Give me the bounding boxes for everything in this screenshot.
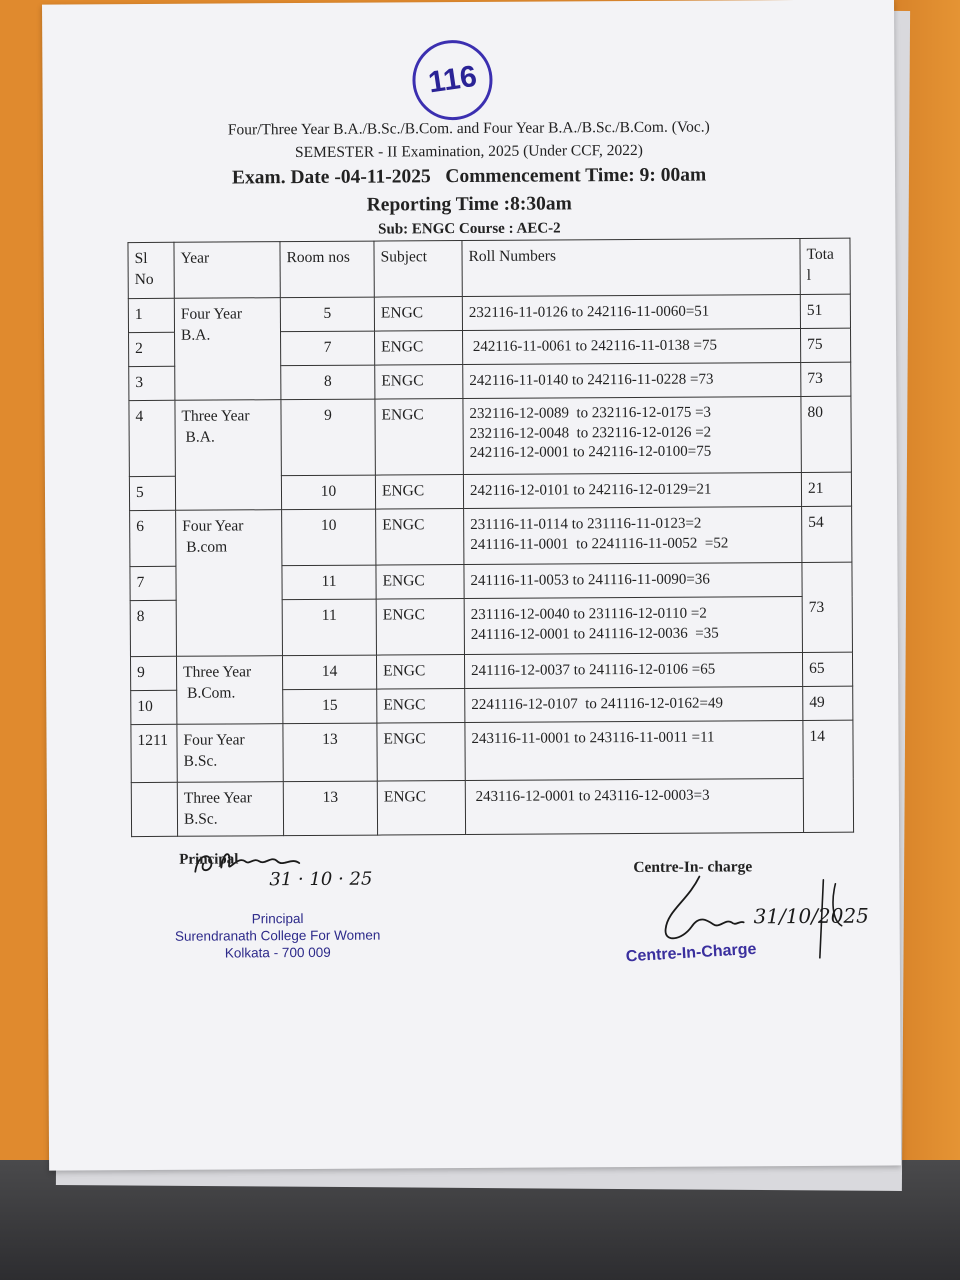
cell-roll: 243116-12-0001 to 243116-12-0003=3 bbox=[465, 778, 803, 834]
cell-room: 15 bbox=[283, 689, 377, 724]
cell-roll: 242116-12-0101 to 242116-12-0129=21 bbox=[463, 472, 801, 508]
cell-room: 8 bbox=[281, 365, 375, 400]
cell-sl: 1211 bbox=[131, 724, 177, 782]
cell-subject: ENGC bbox=[375, 365, 463, 400]
cell-total: 80 bbox=[801, 396, 851, 472]
cell-room: 9 bbox=[281, 399, 375, 476]
table-row bbox=[130, 652, 852, 690]
cell-year: Four Year B.A. bbox=[174, 298, 281, 401]
header-subject: Sub: ENGC Course : AEC-2 bbox=[378, 220, 561, 238]
cell-sl: 3 bbox=[129, 366, 175, 400]
cell-total: 51 bbox=[800, 294, 850, 328]
table-row bbox=[128, 294, 850, 332]
exam-seating-sheet bbox=[42, 0, 901, 1171]
cell-room: 13 bbox=[283, 723, 377, 782]
cell-subject: ENGC bbox=[375, 475, 463, 510]
cell-sl: 10 bbox=[131, 690, 177, 724]
cell-sl: 5 bbox=[129, 476, 175, 510]
principal-stamp-address: Kolkata - 700 009 bbox=[224, 944, 331, 961]
cell-room: 13 bbox=[283, 781, 377, 836]
table-row bbox=[131, 778, 853, 836]
col-sl: Sl No bbox=[128, 242, 174, 298]
col-subject: Subject bbox=[374, 241, 462, 298]
cell-total: 21 bbox=[801, 472, 851, 506]
header-reporting-time: Reporting Time :8:30am bbox=[366, 193, 572, 216]
cell-subject: ENGC bbox=[376, 599, 464, 656]
cell-room: 10 bbox=[282, 509, 376, 566]
cell-total: 65 bbox=[802, 652, 852, 686]
table-row bbox=[129, 396, 851, 476]
cell-roll: 242116-11-0061 to 242116-11-0138 =75 bbox=[463, 328, 801, 364]
cell-sl: 2 bbox=[129, 332, 175, 366]
cell-room: 7 bbox=[281, 331, 375, 366]
centre-in-charge-date: 31/10/2025 bbox=[753, 903, 869, 929]
cell-room: 14 bbox=[282, 655, 376, 690]
principal-date: 31 · 10 · 25 bbox=[269, 868, 373, 891]
header-line-2: SEMESTER - II Examination, 2025 (Under CCF, 2022) bbox=[294, 141, 643, 162]
cell-roll: 231116-12-0040 to 231116-12-0110 =2 241116-12-0001 to 241116-12-0036 =35 bbox=[464, 596, 802, 654]
cell-subject: ENGC bbox=[376, 655, 464, 690]
cell-roll: 231116-11-0114 to 231116-11-0123=2 241116-11-0001 to 2241116-11-0052 =52 bbox=[464, 506, 802, 564]
cell-year: Three Year B.Com. bbox=[176, 656, 282, 725]
cell-roll: 232116-12-0089 to 232116-12-0175 =3 232116-12-0048 to 232116-12-0126 =2 242116-12-0001 to 242116-12-0100=75 bbox=[463, 396, 801, 474]
cell-year: Three Year B.Sc. bbox=[177, 782, 283, 837]
col-year: Year bbox=[174, 242, 280, 299]
cell-total: 73 bbox=[801, 362, 851, 396]
table-header-row bbox=[128, 238, 850, 298]
col-total: Tota l bbox=[800, 238, 850, 294]
cell-year: Four Year B.Sc. bbox=[177, 724, 283, 783]
cell-subject: ENGC bbox=[375, 399, 463, 476]
principal-label: Principal bbox=[179, 851, 239, 868]
cell-subject: ENGC bbox=[377, 689, 465, 724]
cell-room: 10 bbox=[281, 475, 375, 510]
principal-stamp-college: Surendranath College For Women bbox=[174, 927, 381, 944]
cell-subject: ENGC bbox=[377, 723, 465, 782]
seating-table bbox=[127, 238, 854, 837]
cell-total: 49 bbox=[803, 686, 853, 720]
cell-roll: 241116-12-0037 to 241116-12-0106 =65 bbox=[464, 652, 802, 688]
cell-subject: ENGC bbox=[377, 781, 465, 836]
cell-room: 11 bbox=[282, 599, 376, 656]
table-row bbox=[130, 506, 852, 566]
cell-subject: ENGC bbox=[374, 297, 462, 332]
principal-stamp-title: Principal bbox=[251, 911, 304, 927]
cell-room: 11 bbox=[282, 565, 376, 600]
cell-total: 73 bbox=[802, 562, 853, 652]
col-roll: Roll Numbers bbox=[462, 238, 800, 296]
cell-subject: ENGC bbox=[376, 509, 464, 566]
cell-sl: 9 bbox=[130, 656, 176, 690]
cell-roll: 2241116-12-0107 to 241116-12-0162=49 bbox=[465, 686, 803, 722]
cell-subject: ENGC bbox=[376, 565, 464, 600]
table-row bbox=[131, 720, 853, 782]
principal-stamp bbox=[148, 910, 408, 962]
col-room: Room nos bbox=[280, 241, 374, 298]
room-number-stamp bbox=[412, 40, 492, 120]
cell-year: Four Year B.com bbox=[176, 510, 283, 657]
header-line-1: Four/Three Year B.A./B.Sc./B.Com. and Four Year B.A./B.Sc./B.Com. (Voc.) bbox=[227, 118, 710, 139]
cell-roll: 241116-11-0053 to 241116-11-0090=36 bbox=[464, 562, 802, 598]
cell-sl: 4 bbox=[129, 400, 175, 476]
cell-sl: 8 bbox=[130, 600, 176, 656]
cell-subject: ENGC bbox=[375, 331, 463, 366]
cell-sl: 7 bbox=[130, 566, 176, 600]
cell-sl bbox=[131, 782, 177, 836]
cell-room: 5 bbox=[280, 297, 374, 332]
cell-total: 75 bbox=[801, 328, 851, 362]
header-exam-date: Exam. Date -04-11-2025 Commencement Time: 9: 00am bbox=[231, 164, 707, 189]
centre-in-charge-label: Centre-In- charge bbox=[633, 858, 753, 877]
cell-roll: 243116-11-0001 to 243116-11-0011 =11 bbox=[465, 720, 803, 780]
cell-roll: 242116-11-0140 to 242116-11-0228 =73 bbox=[463, 362, 801, 398]
stamp-number: 116 bbox=[426, 59, 479, 100]
centre-in-charge-stamp: Centre-In-Charge bbox=[625, 940, 757, 966]
cell-total: 54 bbox=[802, 506, 852, 562]
cell-year: Three Year B.A. bbox=[175, 400, 282, 511]
cell-sl: 6 bbox=[130, 510, 176, 566]
cell-roll: 232116-11-0126 to 242116-11-0060=51 bbox=[462, 294, 800, 330]
cell-total: 14 bbox=[803, 720, 854, 832]
cell-sl: 1 bbox=[128, 298, 174, 332]
